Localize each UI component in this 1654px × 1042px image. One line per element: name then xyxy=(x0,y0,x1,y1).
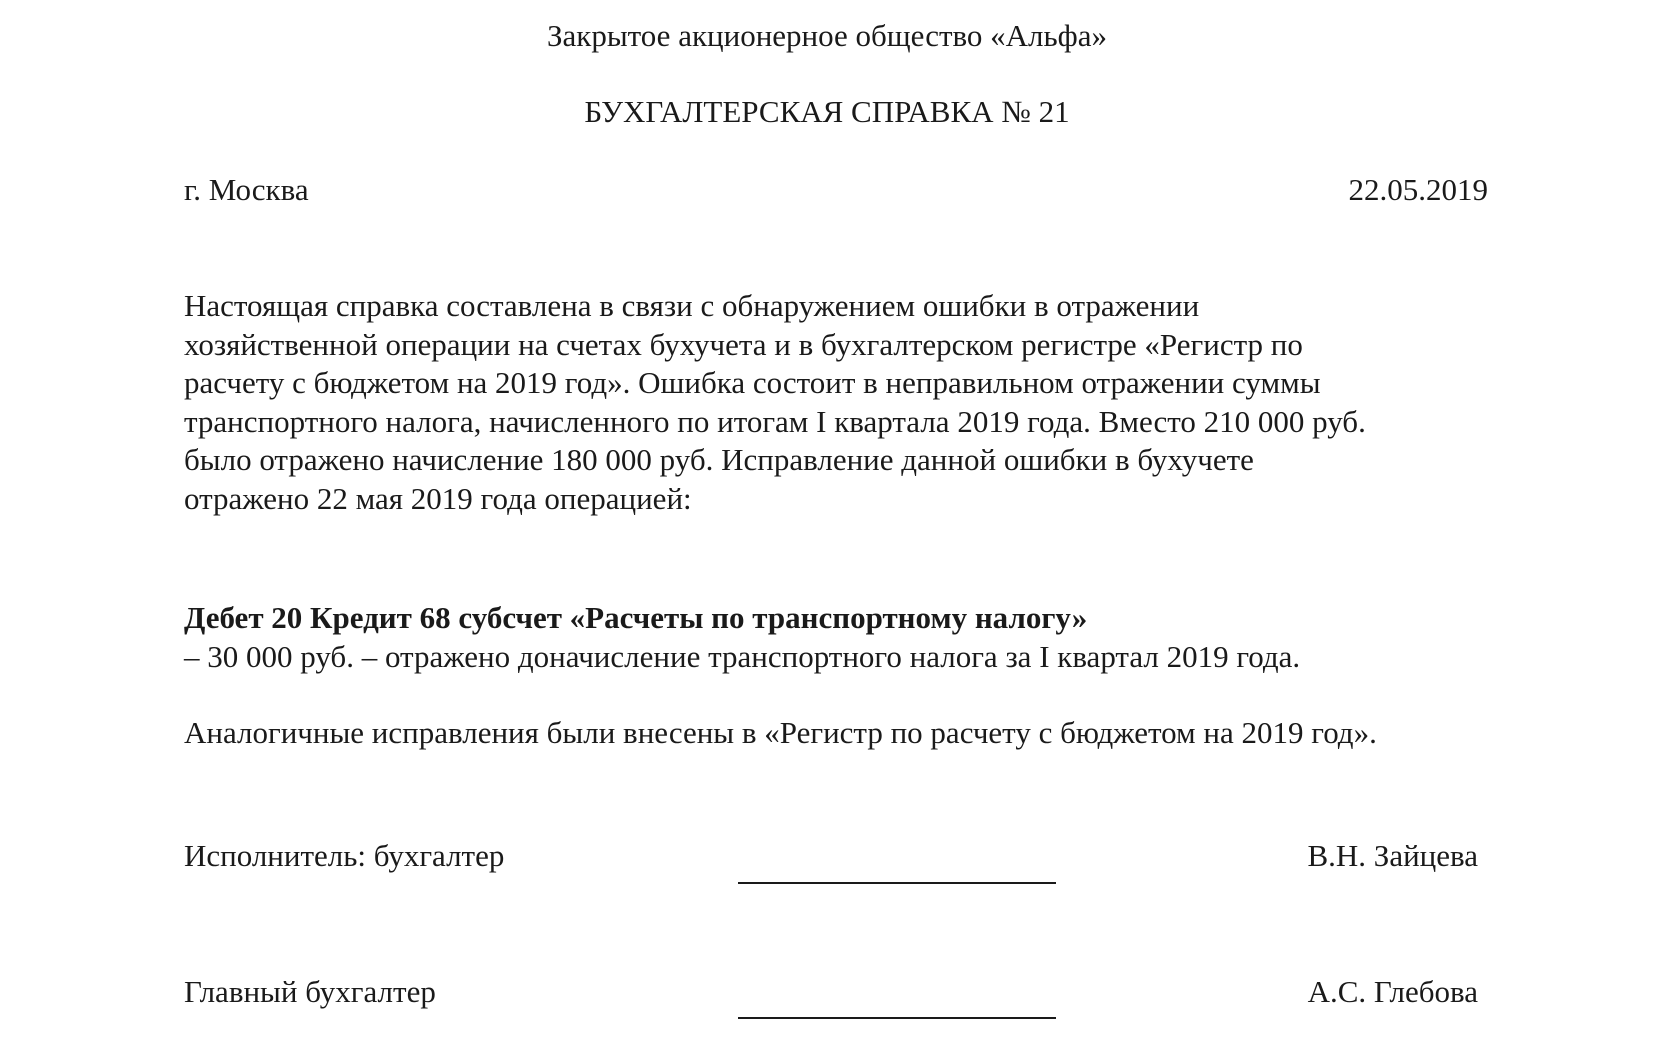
signature-name: А.С. Глебова xyxy=(1307,974,1478,1009)
company-name: Закрытое акционерное общество «Альфа» xyxy=(546,18,1108,53)
body-line: хозяйственной операции на счетах бухучета и в бухгалтерском регистре «Регистр по xyxy=(184,326,1303,362)
body-line: транспортного налога, начисленного по итогам I квартала 2019 года. Вместо 210 000 руб. xyxy=(184,403,1366,439)
signature-line xyxy=(738,1017,1056,1019)
signature-name: В.Н. Зайцева xyxy=(1307,838,1478,873)
accounting-entry-heading: Дебет 20 Кредит 68 субсчет «Расчеты по транспортному налогу» xyxy=(184,600,1088,635)
body-line: отражено 22 мая 2019 года операцией: xyxy=(184,480,692,516)
register-note: Аналогичные исправления были внесены в «Регистр по расчету с бюджетом на 2019 год». xyxy=(184,715,1377,750)
signature-role: Главный бухгалтер xyxy=(184,974,436,1009)
document-date: 22.05.2019 xyxy=(1348,172,1488,207)
document-title: БУХГАЛТЕРСКАЯ СПРАВКА № 21 xyxy=(584,94,1070,129)
body-line: расчету с бюджетом на 2019 год». Ошибка состоит в неправильном отражении суммы xyxy=(184,365,1321,400)
accounting-entry-description: – 30 000 руб. – отражено доначисление транспортного налога за I квартал 2019 года. xyxy=(184,639,1301,674)
body-line: было отражено начисление 180 000 руб. Исправление данной ошибки в бухучете xyxy=(184,442,1254,477)
body-paragraph xyxy=(184,287,1504,518)
signature-line xyxy=(738,882,1056,884)
document-city: г. Москва xyxy=(184,172,309,207)
signature-role: Исполнитель: бухгалтер xyxy=(184,838,505,873)
body-line: Настоящая справка составлена в связи с обнаружением ошибки в отражении xyxy=(184,288,1200,323)
